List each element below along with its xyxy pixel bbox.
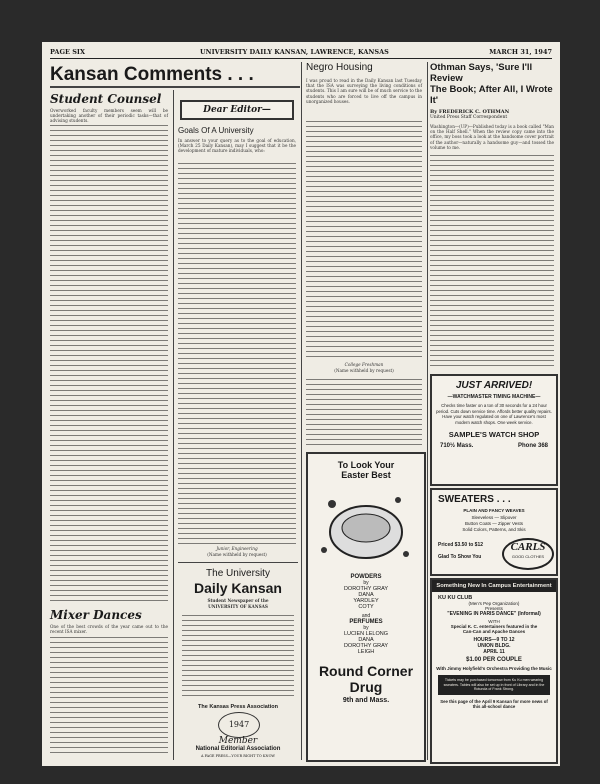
student-counsel-lead: Overworked faculty members seem will be undertaking another of their periodic tasks—that of advising students. [50, 108, 168, 124]
negro-housing-lead: I was proud to read in the Daily Kansan last Tuesday that the ISA was surveying the living conditions of students. This I am sure will be of much service to the students who are forced to live off the campus in unorganized houses. [306, 78, 422, 104]
campus-band: With Jimmy Holyfield's Orchestra Providing the Music [436, 666, 552, 671]
goals-signature: Junior, Engineering [216, 546, 258, 551]
easter-ad [306, 452, 426, 762]
dear-editor-box [180, 100, 294, 120]
easter-by-2: by [363, 625, 369, 631]
watch-shop-ad [430, 374, 558, 486]
sweaters-line2: Button Coats — Zipper Vests [464, 521, 524, 526]
campus-special: Special K. C. entertainers featured in the [450, 624, 538, 629]
issue-date: MARCH 31, 1947 [489, 48, 552, 56]
campus-date: APRIL 11 [483, 649, 505, 655]
paper-name: UNIVERSITY DAILY KANSAN, LAWRENCE, KANSAS [200, 48, 389, 56]
masthead-title: Daily Kansan [194, 580, 282, 596]
sweaters-price: Priced $3.50 to $12 [438, 542, 484, 548]
press-association: The Kansas Press Association [198, 704, 278, 710]
easter-perfumes: PERFUMES [349, 619, 383, 625]
goals-body [178, 162, 296, 544]
section-title: Kansan Comments . . . [50, 64, 254, 85]
easter-brand: LUCIEN LELONG [343, 631, 388, 637]
goals-heading: Goals Of A University [178, 126, 254, 135]
watch-address: 710½ Mass. [440, 443, 474, 449]
carls-logo [502, 538, 554, 570]
masthead-line1: The University [206, 568, 270, 579]
othman-headline-2: The Book; After All, I Wrote It' [430, 84, 553, 106]
easter-brand: DOROTHY GRAY [343, 643, 389, 649]
easter-brand: YARDLEY [353, 598, 379, 604]
easter-address: 9th and Mass. [342, 697, 390, 704]
sweaters-cta: Glad To Show You [438, 554, 482, 560]
negro-housing-heading: Negro Housing [306, 62, 373, 73]
mixer-dances-body [50, 636, 168, 756]
campus-club-sub: (Men's Pep Organization) [468, 601, 520, 606]
othman-byline: By FREDERICK C. OTHMAN [430, 109, 510, 115]
othman-lead: Washington—(UP)—Published today is a book called "Man on the Half Shell." When the review copy came into the office, my boss took a look at the handsome cover portrait of the author—naturally a handsome guy—and tossed the volume to me. [430, 124, 554, 150]
campus-special-2: Can-Can and Apache Dances [462, 629, 526, 634]
watch-body: Checks time faster on a ton of 30 seconds for a 24 hour period. Cuts down service time. Affords better quality repairs. Have your watch regulated on one of Lawrence's most modern watch shops. One week service. [436, 403, 552, 425]
sweaters-sub: PLAIN AND FANCY WEAVES [463, 508, 525, 513]
campus-with: WITH [488, 619, 500, 624]
easter-brand: DANA [358, 592, 374, 598]
press-member: Member [218, 736, 258, 746]
masthead-sub1: Student Newspaper of the [207, 598, 269, 603]
easter-by: by [363, 580, 369, 586]
easter-line2: Easter Best [341, 470, 391, 480]
newspaper-page [42, 42, 560, 766]
othman-byline-2: United Press Staff Correspondent [430, 115, 508, 120]
goals-lead: In answer to your query as to the goal of education, (March 25 Daily Kansan), may I suggest that it be the development of mature individuals, who: [178, 138, 296, 154]
mixer-dances-heading: Mixer Dances [50, 608, 142, 622]
easter-brand: LEIGH [357, 649, 375, 655]
press-seal-year: 1947 [218, 712, 260, 738]
carls-name: CARLS [510, 541, 546, 553]
watch-store: SAMPLE'S WATCH SHOP [448, 430, 540, 439]
easter-brand: COTY [358, 604, 374, 610]
campus-title: Something New In Campus Entertainment [432, 580, 556, 592]
othman-headline-1: Othman Says, 'Sure I'll Review [430, 62, 533, 84]
campus-dance-ad [430, 578, 558, 764]
easter-powders: POWDERS [350, 574, 382, 580]
campus-club: KU KU CLUB [438, 595, 473, 601]
negro-housing-signature-note: (Name withheld by request) [334, 368, 394, 373]
othman-body [430, 154, 554, 368]
negro-housing-body [306, 120, 422, 360]
campus-price: $1.00 PER COUPLE [466, 657, 522, 663]
compact-illustration [310, 484, 422, 570]
masthead-sub2: UNIVERSITY OF KANSAS [208, 604, 268, 609]
sweaters-title: SWEATERS . . . [438, 494, 511, 505]
press-tagline: A PAGE PRESS—YOUR RIGHT TO KNOW [200, 754, 276, 758]
campus-footer: See this page of the April 9 Kansan for more news of this all-school dance [440, 698, 548, 709]
easter-line1: To Look Your [337, 460, 395, 470]
easter-and: and [361, 613, 371, 619]
goals-signature-note: (Name withheld by request) [207, 552, 267, 557]
student-counsel-heading: Student Counsel [50, 92, 162, 106]
press-national: National Editorial Association [195, 746, 281, 752]
sweaters-line1: Sleeveless — Slipover [471, 515, 517, 520]
mixer-dances-lead: One of the best crowds of the year came out to the recent ISA mixer. [50, 624, 168, 635]
page-number: PAGE SIX [50, 48, 86, 56]
just-arrived: JUST ARRIVED! [455, 380, 533, 391]
page-header [50, 46, 552, 59]
editor-note-body [306, 378, 422, 448]
easter-brand: DANA [358, 637, 374, 643]
watch-phone: Phone 368 [517, 443, 548, 449]
student-counsel-body [50, 124, 168, 602]
othman-headline [430, 62, 554, 120]
dear-editor-title: Dear Editor— [203, 105, 271, 115]
campus-hours: HOURS—9 TO 12 [473, 637, 515, 643]
campus-presents: Presents [485, 606, 503, 611]
campus-event: "EVENING IN PARIS DANCE" (Informal) [447, 611, 541, 617]
negro-housing-signature: College Freshman [344, 362, 384, 367]
carls-sub: GOOD CLOTHES [511, 554, 545, 559]
campus-place: UNION BLDG. [477, 643, 511, 649]
campus-tickets: Tickets may be purchased tomorrow from Ku Ku men wearing sweaters. Tables will also be set up in front of Library and in the Rotunda of Frank Strong. [438, 675, 550, 695]
watch-product: —WATCHMASTER TIMING MACHINE— [447, 394, 541, 400]
easter-brand: DOROTHY GRAY [343, 586, 389, 592]
staff-listing [182, 614, 294, 700]
sweaters-line3: Solid Colors, Patterns, and Skis [462, 527, 526, 532]
sweaters-ad [430, 488, 558, 576]
easter-store: Round Corner Drug [318, 663, 414, 695]
